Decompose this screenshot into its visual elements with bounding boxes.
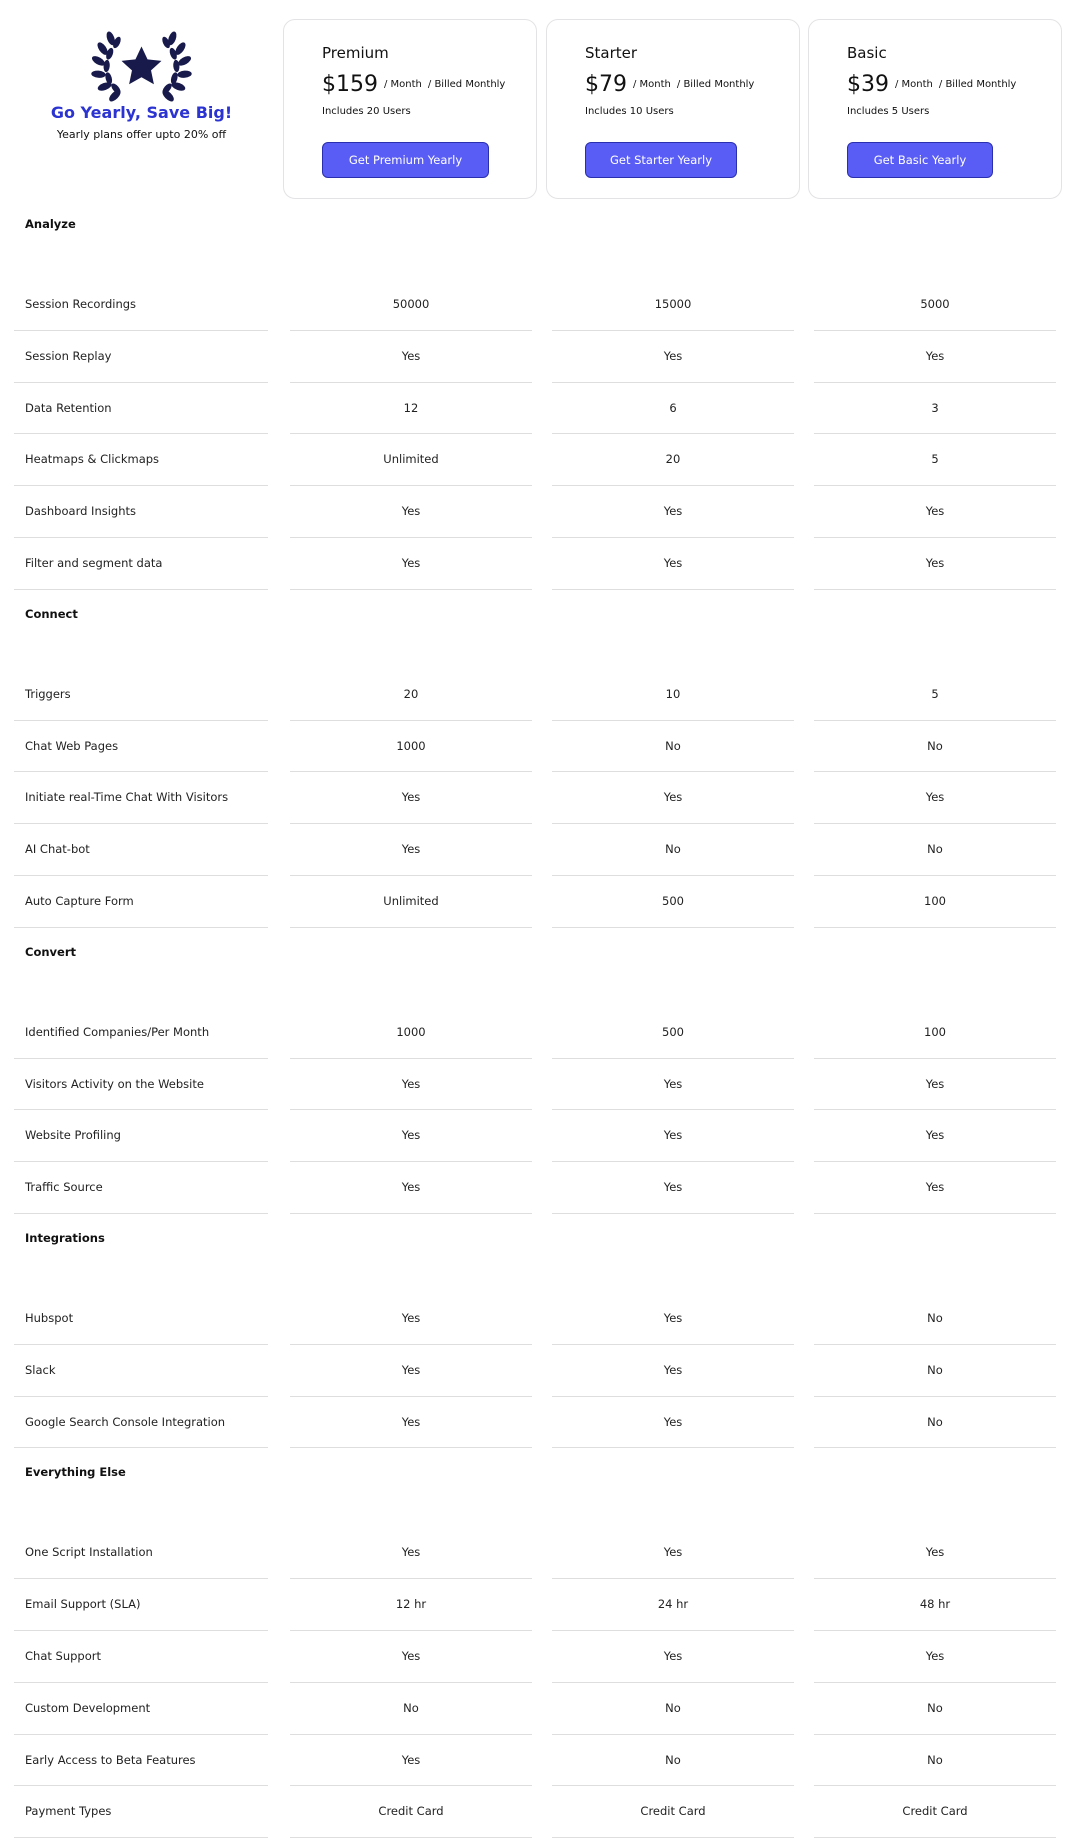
starter-value: 500 xyxy=(552,1007,794,1059)
starter-value: 20 xyxy=(552,434,794,486)
premium-value: Yes xyxy=(290,1527,532,1579)
premium-value: Yes xyxy=(290,772,532,824)
section-title: Connect xyxy=(25,606,78,621)
basic-value: Yes xyxy=(814,1110,1056,1162)
table-row xyxy=(0,1162,1070,1214)
table-row xyxy=(0,1631,1070,1683)
starter-value: 6 xyxy=(552,383,794,435)
basic-value: Yes xyxy=(814,1059,1056,1111)
basic-value: No xyxy=(814,1735,1056,1787)
basic-value: Yes xyxy=(814,538,1056,590)
basic-value: No xyxy=(814,1345,1056,1397)
section-header xyxy=(0,1214,1070,1293)
feature-label: Custom Development xyxy=(14,1683,268,1735)
basic-value: 100 xyxy=(814,876,1056,928)
basic-value: 3 xyxy=(814,383,1056,435)
table-row xyxy=(0,383,1070,435)
table-row xyxy=(0,1786,1070,1838)
plan-name: Starter xyxy=(585,44,638,62)
starter-value: 24 hr xyxy=(552,1579,794,1631)
premium-value: Yes xyxy=(290,538,532,590)
get-starter-yearly-button[interactable]: Get Starter Yearly xyxy=(585,142,737,178)
section-title: Everything Else xyxy=(25,1465,126,1480)
section-header xyxy=(0,590,1070,669)
feature-label: Website Profiling xyxy=(14,1110,268,1162)
basic-value: No xyxy=(814,721,1056,773)
starter-value: 10 xyxy=(552,669,794,721)
feature-label: Session Replay xyxy=(14,331,268,383)
feature-label: Identified Companies/Per Month xyxy=(14,1007,268,1059)
table-row xyxy=(0,1527,1070,1579)
starter-value: Credit Card xyxy=(552,1786,794,1838)
table-row xyxy=(0,1397,1070,1449)
plan-card-starter xyxy=(546,19,800,199)
feature-label: Triggers xyxy=(14,669,268,721)
feature-label: Initiate real-Time Chat With Visitors xyxy=(14,772,268,824)
basic-value: No xyxy=(814,1683,1056,1735)
premium-value: Unlimited xyxy=(290,876,532,928)
starter-value: Yes xyxy=(552,486,794,538)
plan-billing: / Billed Monthly xyxy=(676,79,755,90)
feature-label: Visitors Activity on the Website xyxy=(14,1059,268,1111)
feature-label: Slack xyxy=(14,1345,268,1397)
feature-label: Traffic Source xyxy=(14,1162,268,1214)
starter-value: 15000 xyxy=(552,279,794,331)
starter-value: Yes xyxy=(552,538,794,590)
premium-value: 12 hr xyxy=(290,1579,532,1631)
plan-name: Premium xyxy=(322,44,389,62)
starter-value: Yes xyxy=(552,1345,794,1397)
starter-value: No xyxy=(552,1735,794,1787)
table-row xyxy=(0,824,1070,876)
premium-value: 1000 xyxy=(290,721,532,773)
table-row xyxy=(0,1293,1070,1345)
basic-value: Yes xyxy=(814,1162,1056,1214)
plan-users: Includes 10 Users xyxy=(585,106,674,117)
premium-value: Credit Card xyxy=(290,1786,532,1838)
table-row xyxy=(0,1579,1070,1631)
plan-price: $79 xyxy=(585,72,627,97)
basic-value: Yes xyxy=(814,486,1056,538)
feature-label: Chat Support xyxy=(14,1631,268,1683)
premium-value: 20 xyxy=(290,669,532,721)
section-header xyxy=(0,928,1070,1007)
feature-label: Data Retention xyxy=(14,383,268,435)
basic-value: No xyxy=(814,1397,1056,1449)
premium-value: Yes xyxy=(290,1345,532,1397)
starter-value: Yes xyxy=(552,1110,794,1162)
plan-price-row xyxy=(322,72,505,97)
premium-value: Yes xyxy=(290,1162,532,1214)
basic-value: Credit Card xyxy=(814,1786,1056,1838)
plan-price: $159 xyxy=(322,72,378,97)
table-row xyxy=(0,1110,1070,1162)
table-row xyxy=(0,876,1070,928)
plan-billing: / Billed Monthly xyxy=(427,79,506,90)
table-row xyxy=(0,669,1070,721)
basic-value: 48 hr xyxy=(814,1579,1056,1631)
table-row xyxy=(0,1735,1070,1787)
plan-name: Basic xyxy=(847,44,887,62)
plan-price-row xyxy=(847,72,1016,97)
premium-value: 12 xyxy=(290,383,532,435)
basic-value: 5 xyxy=(814,434,1056,486)
plan-card-basic xyxy=(808,19,1062,199)
basic-value: No xyxy=(814,824,1056,876)
section-title: Convert xyxy=(25,944,76,959)
feature-label: Early Access to Beta Features xyxy=(14,1735,268,1787)
plan-period: / Month xyxy=(633,79,671,90)
feature-comparison-table xyxy=(0,200,1070,1838)
basic-value: No xyxy=(814,1293,1056,1345)
premium-value: No xyxy=(290,1683,532,1735)
basic-value: Yes xyxy=(814,1631,1056,1683)
table-row xyxy=(0,331,1070,383)
premium-value: Unlimited xyxy=(290,434,532,486)
section-header xyxy=(0,1448,1070,1527)
table-row xyxy=(0,279,1070,331)
premium-value: Yes xyxy=(290,331,532,383)
feature-label: Auto Capture Form xyxy=(14,876,268,928)
feature-label: Filter and segment data xyxy=(14,538,268,590)
table-row xyxy=(0,538,1070,590)
feature-label: Email Support (SLA) xyxy=(14,1579,268,1631)
section-title: Analyze xyxy=(25,217,76,231)
plan-price-row xyxy=(585,72,754,97)
premium-value: Yes xyxy=(290,1397,532,1449)
premium-value: Yes xyxy=(290,1059,532,1111)
table-row xyxy=(0,721,1070,773)
table-row xyxy=(0,486,1070,538)
plan-users: Includes 5 Users xyxy=(847,106,930,117)
starter-value: No xyxy=(552,721,794,773)
feature-label: Heatmaps & Clickmaps xyxy=(14,434,268,486)
starter-value: Yes xyxy=(552,1527,794,1579)
feature-label: Dashboard Insights xyxy=(14,486,268,538)
section-title: Integrations xyxy=(25,1230,105,1245)
basic-value: Yes xyxy=(814,331,1056,383)
premium-value: Yes xyxy=(290,486,532,538)
laurel-star-icon xyxy=(90,24,193,106)
plan-price: $39 xyxy=(847,72,889,97)
basic-value: 100 xyxy=(814,1007,1056,1059)
premium-value: 50000 xyxy=(290,279,532,331)
starter-value: Yes xyxy=(552,772,794,824)
feature-label: Session Recordings xyxy=(14,279,268,331)
basic-value: Yes xyxy=(814,772,1056,824)
starter-value: No xyxy=(552,824,794,876)
promo-title: Go Yearly, Save Big! xyxy=(50,103,233,122)
starter-value: 500 xyxy=(552,876,794,928)
plan-billing: / Billed Monthly xyxy=(938,79,1017,90)
table-row xyxy=(0,1007,1070,1059)
feature-label: Chat Web Pages xyxy=(14,721,268,773)
get-premium-yearly-button[interactable]: Get Premium Yearly xyxy=(322,142,489,178)
starter-value: Yes xyxy=(552,1059,794,1111)
premium-value: Yes xyxy=(290,824,532,876)
plan-card-premium xyxy=(283,19,537,199)
premium-value: Yes xyxy=(290,1735,532,1787)
plan-period: / Month xyxy=(384,79,422,90)
basic-value: 5000 xyxy=(814,279,1056,331)
get-basic-yearly-button[interactable]: Get Basic Yearly xyxy=(847,142,993,178)
premium-value: Yes xyxy=(290,1110,532,1162)
plan-users: Includes 20 Users xyxy=(322,106,411,117)
starter-value: Yes xyxy=(552,1162,794,1214)
promo-block xyxy=(14,18,269,158)
feature-label: Hubspot xyxy=(14,1293,268,1345)
table-row xyxy=(0,1345,1070,1397)
promo-subtitle: Yearly plans offer upto 20% off xyxy=(56,128,227,141)
premium-value: 1000 xyxy=(290,1007,532,1059)
starter-value: Yes xyxy=(552,331,794,383)
starter-value: No xyxy=(552,1683,794,1735)
feature-label: Payment Types xyxy=(14,1786,268,1838)
basic-value: 5 xyxy=(814,669,1056,721)
plan-period: / Month xyxy=(895,79,933,90)
feature-label: AI Chat-bot xyxy=(14,824,268,876)
basic-value: Yes xyxy=(814,1527,1056,1579)
starter-value: Yes xyxy=(552,1293,794,1345)
feature-label: Google Search Console Integration xyxy=(14,1397,268,1449)
feature-label: One Script Installation xyxy=(14,1527,268,1579)
premium-value: Yes xyxy=(290,1631,532,1683)
table-row xyxy=(0,1683,1070,1735)
premium-value: Yes xyxy=(290,1293,532,1345)
table-row xyxy=(0,772,1070,824)
starter-value: Yes xyxy=(552,1631,794,1683)
table-row xyxy=(0,1059,1070,1111)
section-header xyxy=(0,200,1070,279)
starter-value: Yes xyxy=(552,1397,794,1449)
table-row xyxy=(0,434,1070,486)
